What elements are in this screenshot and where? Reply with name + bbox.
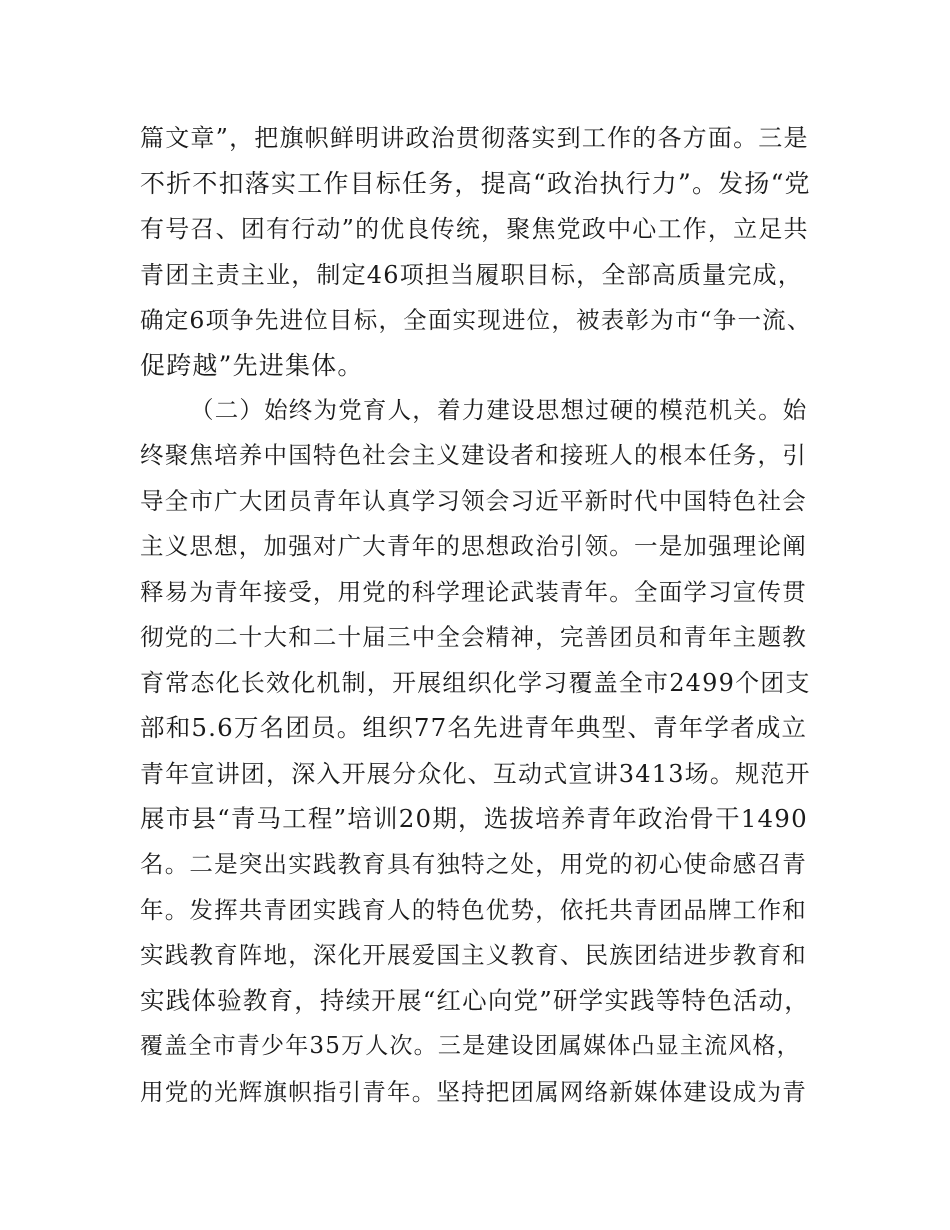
paragraph-line: 青团主责主业，制定46项担当履职目标，全部高质量完成， bbox=[140, 261, 803, 289]
paragraph-line: 彻党的二十大和二十届三中全会精神，完善团员和青年主题教 bbox=[140, 623, 807, 651]
paragraph-line: 名。二是突出实践教育具有独特之处，用党的初心使命感召青 bbox=[140, 850, 807, 878]
paragraph-line: 有号召、团有行动”的优良传统，聚焦党政中心工作，立足共 bbox=[140, 215, 809, 243]
paragraph-line: 不折不扣落实工作目标任务，提高“政治执行力”。发扬“党 bbox=[140, 169, 811, 198]
paragraph-line: 实践体验教育，持续开展“红心向党”研学实践等特色活动， bbox=[140, 986, 810, 1015]
paragraph-line: 育常态化长效化机制，开展组织化学习覆盖全市2499个团支 bbox=[140, 669, 811, 697]
paragraph-line: 促跨越”先进集体。 bbox=[140, 351, 364, 380]
paragraph-line: 确定6项争先进位目标，全面实现进位，被表彰为市“争一流、 bbox=[140, 306, 812, 334]
section-heading-line: （二）始终为党育人，着力建设思想过硬的模范机关。始 bbox=[190, 396, 808, 424]
paragraph-line: 释易为青年接受，用党的科学理论武装青年。全面学习宣传贯 bbox=[140, 578, 807, 606]
paragraph-line: 青年宣讲团，深入开展分众化、互动式宣讲3413场。规范开 bbox=[140, 760, 811, 788]
paragraph-line: 部和5.6万名团员。组织77名先进青年典型、青年学者成立 bbox=[140, 713, 808, 742]
paragraph-line: 篇文章”，把旗帜鲜明讲政治贯彻落实到工作的各方面。三是 bbox=[140, 124, 809, 152]
paragraph-line: 导全市广大团员青年认真学习领会习近平新时代中国特色社会 bbox=[140, 487, 807, 515]
paragraph-line: 年。发挥共青团实践育人的特色优势，依托共青团品牌工作和 bbox=[140, 896, 807, 924]
paragraph-line: 用党的光辉旗帜指引青年。坚持把团属网络新媒体建设成为青 bbox=[140, 1078, 807, 1106]
paragraph-line: 实践教育阵地，深化开展爱国主义教育、民族团结进步教育和 bbox=[140, 941, 807, 969]
paragraph-line: 主义思想，加强对广大青年的思想政治引领。一是加强理论阐 bbox=[140, 532, 807, 560]
paragraph-line: 展市县“青马工程”培训20期，选拔培养青年政治骨干1490 bbox=[140, 804, 808, 833]
paragraph-line: 终聚焦培养中国特色社会主义建设者和接班人的根本任务，引 bbox=[140, 441, 807, 469]
paragraph-line: 覆盖全市青少年35万人次。三是建设团属媒体凸显主流风格， bbox=[140, 1033, 801, 1059]
